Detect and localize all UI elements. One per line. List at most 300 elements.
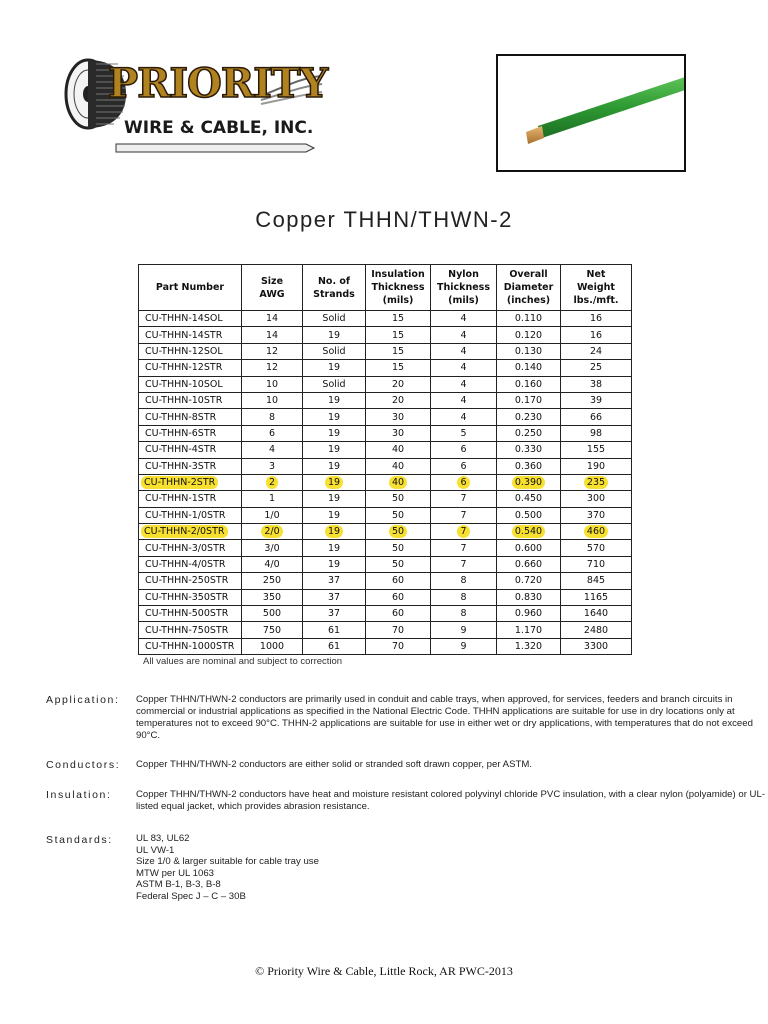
highlighted-value: 6 — [457, 476, 469, 489]
cell-value: 14 — [265, 329, 279, 341]
cell-value: 15 — [391, 329, 405, 341]
cell-size-awg — [242, 392, 303, 408]
cell-value: Solid — [322, 378, 346, 390]
cell-size-awg — [242, 327, 303, 343]
cell-value: CU-THHN-3STR — [145, 460, 217, 472]
cell-net-weight — [561, 458, 632, 474]
cell-insulation-thickness — [366, 507, 431, 523]
cell-value: 8 — [268, 411, 276, 423]
insulation-label: Insulation: — [46, 789, 112, 801]
cell-value: 0.830 — [514, 591, 543, 603]
cell-insulation-thickness — [366, 622, 431, 638]
header-net-weight — [561, 265, 632, 311]
cell-value: CU-THHN-3/0STR — [145, 542, 226, 554]
cell-value: CU-THHN-750STR — [145, 624, 229, 636]
cell-value: CU-THHN-350STR — [145, 591, 229, 603]
cell-value: 38 — [589, 378, 603, 390]
cell-size-awg — [242, 360, 303, 376]
cell-size-awg — [242, 589, 303, 605]
cell-value: 3/0 — [264, 542, 280, 554]
cell-part-number — [139, 524, 242, 540]
cell-size-awg — [242, 311, 303, 327]
cell-value: CU-THHN-10STR — [145, 395, 223, 407]
cell-nylon-thickness — [431, 589, 497, 605]
cell-value: 1000 — [259, 641, 285, 652]
cell-value: 7 — [460, 559, 467, 571]
footer-copyright: © Priority Wire & Cable, Little Rock, AR PWC-2013 — [255, 964, 513, 978]
cell-insulation-thickness — [366, 425, 431, 441]
cell-nylon-thickness — [431, 442, 497, 458]
company-logo — [46, 56, 326, 160]
cell-value: 60 — [391, 575, 405, 587]
cell-insulation-thickness — [366, 556, 431, 572]
cell-value: 4/0 — [264, 559, 280, 571]
cell-value: 19 — [327, 542, 341, 554]
cell-nylon-thickness — [431, 474, 497, 490]
cell-insulation-thickness — [366, 540, 431, 556]
cell-size-awg — [242, 638, 303, 654]
cell-value: 0.330 — [514, 444, 543, 456]
application-text: Copper THHN/THWN-2 conductors are primarily used in conduit and cable trays, when approved, for services, feeders and branch circuits in commercial or industrial applications as specified in the National Electric Code. THHN applications are suitable for use in dry locations only at temperatures not to exceed 90°C. THHN-2 applications are suitable for use in either wet or dry applications, with temperatures that do not exceed 90°C. — [136, 694, 753, 741]
cell-value: 19 — [327, 460, 341, 472]
table-row — [139, 409, 632, 425]
cell-value: 8 — [460, 608, 467, 620]
cell-strands — [303, 311, 366, 327]
cell-strands — [303, 360, 366, 376]
cell-nylon-thickness — [431, 606, 497, 622]
cell-strands — [303, 327, 366, 343]
cell-value: 9 — [460, 641, 467, 652]
cell-size-awg — [242, 524, 303, 540]
highlighted-value: CU-THHN-2/0STR — [141, 525, 228, 538]
header-text-line: AWG — [259, 288, 285, 300]
cell-value: 750 — [262, 624, 282, 636]
cell-value: 4 — [460, 329, 467, 341]
cell-overall-diameter — [497, 327, 561, 343]
page-title: Copper THHN/THWN-2 — [255, 207, 513, 232]
cell-value: 710 — [586, 559, 606, 571]
cell-overall-diameter — [497, 425, 561, 441]
table-row — [139, 524, 632, 540]
cell-value: CU-THHN-500STR — [145, 608, 229, 620]
cell-value: 15 — [391, 313, 405, 325]
table-row — [139, 392, 632, 408]
cell-value: 1/0 — [264, 509, 280, 521]
cell-value: 19 — [327, 444, 341, 456]
cell-strands — [303, 540, 366, 556]
cell-value: CU-THHN-14SOL — [145, 313, 223, 325]
standards-label: Standards: — [46, 834, 113, 846]
cell-nylon-thickness — [431, 458, 497, 474]
header-text-line: Size — [260, 275, 284, 287]
cell-value: 19 — [327, 427, 341, 439]
cell-nylon-thickness — [431, 638, 497, 654]
cell-nylon-thickness — [431, 491, 497, 507]
cell-value: 0.450 — [514, 493, 543, 505]
cell-value: 37 — [327, 575, 341, 587]
cell-part-number — [139, 442, 242, 458]
cell-value: 16 — [589, 313, 603, 325]
cell-value: 70 — [391, 641, 405, 652]
cell-part-number — [139, 573, 242, 589]
highlighted-value: 235 — [584, 476, 608, 489]
cell-net-weight — [561, 622, 632, 638]
cell-size-awg — [242, 442, 303, 458]
cell-value: 61 — [327, 624, 341, 636]
table-row — [139, 425, 632, 441]
cell-value: 0.230 — [514, 411, 543, 423]
cell-overall-diameter — [497, 311, 561, 327]
green-wire-illustration — [498, 56, 684, 170]
cell-value: 12 — [265, 362, 279, 374]
header-text-line: Overall — [509, 269, 548, 280]
cell-part-number — [139, 507, 242, 523]
cell-value: 8 — [460, 591, 467, 603]
cell-value: 1.320 — [514, 641, 543, 652]
cell-value: 40 — [391, 444, 405, 456]
highlighted-value: 40 — [389, 476, 407, 489]
cell-overall-diameter — [497, 409, 561, 425]
cell-insulation-thickness — [366, 392, 431, 408]
cell-net-weight — [561, 474, 632, 490]
cell-insulation-thickness — [366, 589, 431, 605]
wire-product-image — [496, 54, 686, 172]
cell-value: 4 — [460, 395, 467, 407]
cell-strands — [303, 589, 366, 605]
logo-subtitle-text: WIRE & CABLE, INC. — [124, 118, 314, 138]
cell-net-weight — [561, 491, 632, 507]
cell-value: 19 — [327, 411, 341, 423]
table-row — [139, 376, 632, 392]
standards-item: UL 83, UL62 — [136, 833, 190, 844]
cell-strands — [303, 638, 366, 654]
cell-insulation-thickness — [366, 360, 431, 376]
highlighted-value: 50 — [389, 525, 407, 538]
cell-nylon-thickness — [431, 360, 497, 376]
table-row — [139, 622, 632, 638]
cell-value: 5 — [460, 427, 467, 439]
cell-value: 19 — [327, 509, 341, 521]
header-text-line: Thickness — [437, 282, 490, 293]
table-row — [139, 507, 632, 523]
cell-value: 70 — [391, 624, 405, 636]
highlighted-value: 19 — [325, 476, 343, 489]
cell-strands — [303, 507, 366, 523]
table-row — [139, 556, 632, 572]
header-text-line: Strands — [313, 288, 355, 300]
cell-insulation-thickness — [366, 474, 431, 490]
cell-value: CU-THHN-12SOL — [145, 345, 223, 357]
cell-value: 3 — [268, 460, 276, 472]
cell-value: 15 — [391, 362, 405, 374]
cell-value: 2480 — [583, 624, 609, 636]
cell-overall-diameter — [497, 458, 561, 474]
header-text-line: Part Number — [155, 282, 225, 293]
cell-strands — [303, 474, 366, 490]
cell-net-weight — [561, 343, 632, 359]
cell-value: CU-THHN-6STR — [145, 427, 217, 439]
cell-insulation-thickness — [366, 491, 431, 507]
cell-overall-diameter — [497, 343, 561, 359]
cell-nylon-thickness — [431, 376, 497, 392]
cell-value: 19 — [327, 329, 341, 341]
cell-value: 40 — [391, 460, 405, 472]
cell-overall-diameter — [497, 524, 561, 540]
cell-overall-diameter — [497, 491, 561, 507]
cell-value: CU-THHN-1STR — [145, 493, 217, 505]
cell-size-awg — [242, 343, 303, 359]
cell-value: 155 — [586, 444, 606, 456]
cell-nylon-thickness — [431, 540, 497, 556]
cell-size-awg — [242, 409, 303, 425]
cell-net-weight — [561, 507, 632, 523]
header-text-line: (inches) — [506, 295, 551, 306]
cell-nylon-thickness — [431, 524, 497, 540]
cell-size-awg — [242, 474, 303, 490]
header-nylon-thickness — [431, 265, 497, 311]
cell-value: 15 — [391, 345, 405, 357]
table-row — [139, 573, 632, 589]
table-row — [139, 474, 632, 490]
cell-value: 19 — [327, 362, 341, 374]
header-overall-diameter — [497, 265, 561, 311]
table-row — [139, 458, 632, 474]
cell-overall-diameter — [497, 589, 561, 605]
cell-part-number — [139, 606, 242, 622]
highlighted-value: 0.540 — [512, 525, 545, 538]
cell-size-awg — [242, 556, 303, 572]
cell-value: 37 — [327, 608, 341, 620]
standards-item: MTW per UL 1063 — [136, 867, 215, 879]
cell-value: 50 — [391, 509, 405, 521]
cell-value: 250 — [262, 575, 282, 587]
cell-value: 9 — [460, 624, 467, 636]
cell-net-weight — [561, 589, 632, 605]
cell-net-weight — [561, 524, 632, 540]
cell-part-number — [139, 376, 242, 392]
header-size-awg — [242, 265, 303, 311]
cell-value: 12 — [265, 345, 279, 357]
cell-size-awg — [242, 573, 303, 589]
application-label: Application: — [46, 694, 120, 706]
cell-value: 0.120 — [514, 329, 543, 341]
cell-part-number — [139, 327, 242, 343]
cell-nylon-thickness — [431, 343, 497, 359]
cell-value: 39 — [589, 395, 603, 407]
header-text-line: No. of — [317, 275, 351, 287]
cell-value: 10 — [265, 395, 279, 407]
cell-nylon-thickness — [431, 622, 497, 638]
cell-part-number — [139, 491, 242, 507]
cell-value: CU-THHN-1000STR — [145, 641, 235, 652]
conductors-label: Conductors: — [46, 759, 121, 771]
cell-value: 300 — [586, 493, 606, 505]
cell-value: 4 — [460, 378, 467, 390]
header-text-line: Thickness — [371, 282, 425, 293]
cell-nylon-thickness — [431, 507, 497, 523]
cell-net-weight — [561, 409, 632, 425]
cell-value: 4 — [460, 362, 467, 374]
table-row — [139, 360, 632, 376]
cell-value: 61 — [327, 641, 341, 652]
cell-overall-diameter — [497, 392, 561, 408]
table-row — [139, 589, 632, 605]
table-row — [139, 442, 632, 458]
cell-strands — [303, 622, 366, 638]
table-header-row — [139, 265, 632, 311]
cell-nylon-thickness — [431, 392, 497, 408]
table-footnote: All values are nominal and subject to correction — [143, 656, 343, 667]
cell-value: 6 — [268, 427, 276, 439]
header-text-line: (mils) — [382, 295, 414, 306]
cell-strands — [303, 425, 366, 441]
standards-item: Size 1/0 & larger suitable for cable tray use — [136, 856, 319, 868]
cell-net-weight — [561, 392, 632, 408]
highlighted-value: 0.390 — [512, 476, 545, 489]
cell-value: 1.170 — [514, 624, 543, 636]
header-text-line: Net — [586, 269, 606, 280]
cell-value: CU-THHN-14STR — [145, 329, 223, 341]
cell-value: 3300 — [583, 641, 609, 652]
cell-size-awg — [242, 376, 303, 392]
cell-value: 4 — [460, 313, 467, 325]
cell-strands — [303, 392, 366, 408]
cell-value: 0.960 — [514, 608, 543, 620]
insulation-text: Copper THHN/THWN-2 conductors have heat and moisture resistant colored polyvinyl chloride PVC insulation, with a clear nylon (polyamide) or UL-listed equal jacket, which provides abrasion resistance. — [136, 789, 766, 812]
cell-value: CU-THHN-8STR — [145, 411, 217, 423]
cell-strands — [303, 606, 366, 622]
cell-value: 60 — [391, 608, 405, 620]
cell-value: 10 — [265, 378, 279, 390]
cell-strands — [303, 376, 366, 392]
logo-brand-text: PRIORITY — [108, 60, 328, 107]
cell-nylon-thickness — [431, 409, 497, 425]
cell-value: 25 — [589, 362, 603, 374]
cell-value: 19 — [327, 395, 341, 407]
cell-value: 30 — [391, 427, 405, 439]
cell-value: 350 — [262, 591, 282, 603]
cell-insulation-thickness — [366, 327, 431, 343]
cell-value: 20 — [391, 378, 405, 390]
table-body — [139, 311, 632, 655]
cell-net-weight — [561, 376, 632, 392]
cell-overall-diameter — [497, 622, 561, 638]
cell-value: CU-THHN-10SOL — [145, 378, 223, 390]
cell-strands — [303, 524, 366, 540]
cell-value: 0.160 — [514, 378, 543, 390]
cell-overall-diameter — [497, 507, 561, 523]
cell-part-number — [139, 392, 242, 408]
cell-net-weight — [561, 573, 632, 589]
cell-insulation-thickness — [366, 606, 431, 622]
cell-value: 50 — [391, 493, 405, 505]
cell-value: 0.500 — [514, 509, 543, 521]
standards-item: ASTM B-1, B-3, B-8 — [136, 879, 221, 891]
cell-value: 7 — [460, 509, 467, 521]
cell-value: 1 — [268, 493, 276, 505]
cell-insulation-thickness — [366, 409, 431, 425]
cell-net-weight — [561, 540, 632, 556]
cell-insulation-thickness — [366, 442, 431, 458]
cell-value: CU-THHN-12STR — [145, 362, 223, 374]
cell-value: 14 — [265, 313, 279, 325]
standards-item: UL VW-1 — [136, 844, 175, 856]
highlighted-value: 2 — [266, 476, 278, 489]
table-row — [139, 606, 632, 622]
cell-value: 19 — [327, 559, 341, 571]
cell-insulation-thickness — [366, 524, 431, 540]
cell-value: 4 — [460, 345, 467, 357]
cell-part-number — [139, 540, 242, 556]
cell-value: 6 — [460, 444, 467, 456]
cell-value: 7 — [460, 493, 467, 505]
cell-value: 0.140 — [514, 362, 543, 374]
table-row — [139, 343, 632, 359]
cell-value: 0.600 — [514, 542, 543, 554]
cell-insulation-thickness — [366, 376, 431, 392]
cell-nylon-thickness — [431, 311, 497, 327]
cell-net-weight — [561, 311, 632, 327]
cell-nylon-thickness — [431, 573, 497, 589]
cell-overall-diameter — [497, 360, 561, 376]
cell-value: 0.130 — [514, 345, 543, 357]
cell-insulation-thickness — [366, 458, 431, 474]
cell-value: 0.110 — [514, 313, 543, 325]
cell-insulation-thickness — [366, 638, 431, 654]
cell-size-awg — [242, 606, 303, 622]
cell-value: 0.660 — [514, 559, 543, 571]
table-row — [139, 491, 632, 507]
cell-value: 7 — [460, 542, 467, 554]
cell-value: 4 — [460, 411, 467, 423]
cell-size-awg — [242, 622, 303, 638]
header-insulation-thickness — [366, 265, 431, 311]
cell-nylon-thickness — [431, 425, 497, 441]
cell-net-weight — [561, 442, 632, 458]
table-row — [139, 540, 632, 556]
specifications-table — [138, 264, 632, 655]
cell-insulation-thickness — [366, 311, 431, 327]
cell-part-number — [139, 622, 242, 638]
cell-overall-diameter — [497, 573, 561, 589]
cell-value: 0.250 — [514, 427, 543, 439]
cell-value: 6 — [460, 460, 467, 472]
cell-overall-diameter — [497, 442, 561, 458]
cell-value: 0.360 — [514, 460, 543, 472]
cell-overall-diameter — [497, 376, 561, 392]
highlighted-value: 19 — [325, 525, 343, 538]
standards-list — [136, 833, 768, 903]
cell-strands — [303, 442, 366, 458]
cell-strands — [303, 573, 366, 589]
cell-size-awg — [242, 425, 303, 441]
cell-value: CU-THHN-1/0STR — [145, 509, 226, 521]
cell-value: 20 — [391, 395, 405, 407]
cell-strands — [303, 409, 366, 425]
cell-value: 8 — [460, 575, 467, 587]
cell-strands — [303, 343, 366, 359]
cell-strands — [303, 491, 366, 507]
cell-part-number — [139, 556, 242, 572]
cell-value: 845 — [586, 575, 606, 587]
cell-insulation-thickness — [366, 573, 431, 589]
cell-part-number — [139, 343, 242, 359]
cell-part-number — [139, 458, 242, 474]
cell-part-number — [139, 311, 242, 327]
highlighted-value: CU-THHN-2STR — [141, 476, 218, 489]
cell-part-number — [139, 425, 242, 441]
cell-size-awg — [242, 458, 303, 474]
